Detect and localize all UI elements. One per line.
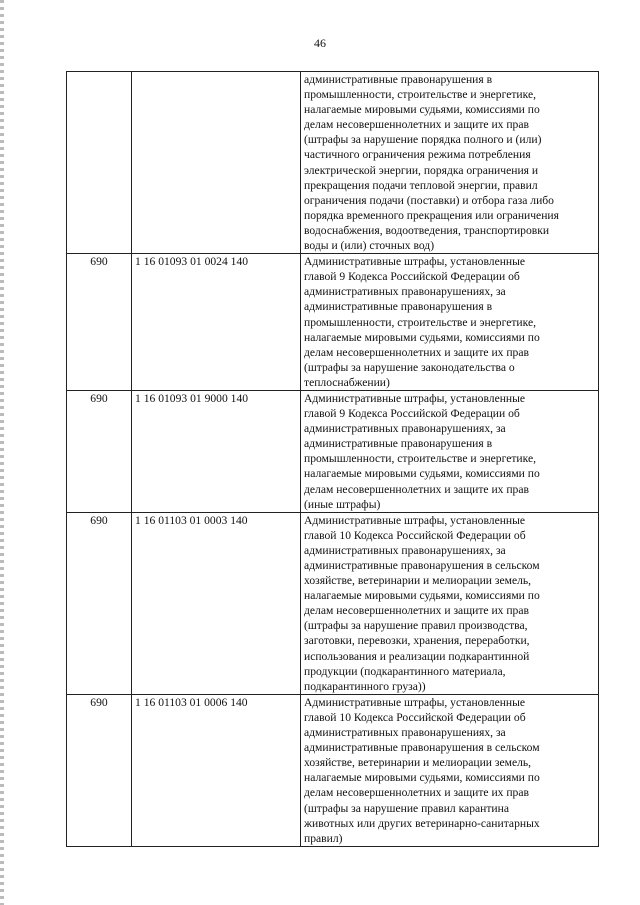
description-line: продукции (подкарантинного материала, bbox=[304, 664, 506, 678]
kbk-code-cell bbox=[132, 72, 301, 254]
description-line: главой 9 Кодекса Российской Федерации об bbox=[304, 270, 520, 284]
description-line: налагаемые мировыми судьями, комиссиями по bbox=[304, 589, 540, 603]
description-line: правил) bbox=[304, 831, 343, 845]
description-line: (штрафы за нарушение правил производства, bbox=[304, 619, 528, 633]
description-line: животных или других ветеринарно-санитарных bbox=[304, 816, 540, 830]
description-line: промышленности, строительстве и энергетике, bbox=[304, 315, 537, 329]
description-line: электрической энергии, порядка ограничения и bbox=[304, 163, 539, 177]
scan-edge bbox=[0, 0, 4, 905]
description-line: административные правонарушения в сельском bbox=[304, 559, 540, 572]
description-line: административных правонарушениях, за bbox=[304, 726, 506, 740]
description-line: налагаемые мировыми судьями, комиссиями по bbox=[304, 467, 540, 481]
description-line: промышленности, строительстве и энергетике, bbox=[304, 88, 537, 102]
description-line: водоснабжения, водоотведения, транспортировки bbox=[304, 223, 550, 237]
description-cell bbox=[301, 72, 599, 254]
description-line: промышленности, строительстве и энергетике, bbox=[304, 452, 537, 466]
description-line: (штрафы за нарушение порядка полного и (или) bbox=[304, 133, 542, 147]
description-line: делам несовершеннолетних и защите их прав bbox=[304, 786, 529, 800]
kbk-code-cell: 1 16 01103 01 0006 140 bbox=[132, 694, 301, 846]
admin-code-cell: 690 bbox=[67, 694, 132, 846]
description-line: административных правонарушениях, за bbox=[304, 285, 506, 299]
description-line: делам несовершеннолетних и защите их прав bbox=[304, 604, 529, 618]
description-line: административных правонарушениях, за bbox=[304, 422, 506, 436]
table-row bbox=[67, 390, 599, 512]
description-cell bbox=[301, 512, 599, 694]
description-line: административные правонарушения в сельском bbox=[304, 741, 540, 755]
page-number: 46 bbox=[314, 36, 326, 50]
table-row bbox=[67, 512, 599, 694]
description-cell bbox=[301, 254, 599, 391]
description-line: налагаемые мировыми судьями, комиссиями по bbox=[304, 330, 540, 344]
description-cell bbox=[301, 390, 599, 512]
description-line: главой 9 Кодекса Российской Федерации об bbox=[304, 407, 520, 421]
table-row bbox=[67, 254, 599, 391]
description-line: (штрафы за нарушение законодательства о bbox=[304, 360, 515, 374]
description-line: заготовки, перевозки, хранения, переработки, bbox=[304, 634, 530, 648]
description-line: административные правонарушения в bbox=[304, 73, 493, 86]
kbk-code-cell: 1 16 01093 01 0024 140 bbox=[132, 254, 301, 391]
description-line: подкарантинного груза)) bbox=[304, 679, 426, 693]
budget-classification-table bbox=[66, 71, 599, 847]
admin-code-cell: 690 bbox=[67, 512, 132, 694]
description-line: административных правонарушениях, за bbox=[304, 543, 506, 557]
description-cell bbox=[301, 694, 599, 846]
description-line: делам несовершеннолетних и защите их прав bbox=[304, 345, 529, 359]
description-line: главой 10 Кодекса Российской Федерации об bbox=[304, 710, 526, 724]
kbk-code-cell: 1 16 01093 01 9000 140 bbox=[132, 390, 301, 512]
description-line: Административные штрафы, установленные bbox=[304, 695, 526, 709]
admin-code-cell: 690 bbox=[67, 254, 132, 391]
description-line: делам несовершеннолетних и защите их прав bbox=[304, 118, 529, 132]
description-line: хозяйстве, ветеринарии и мелиорации земель, bbox=[304, 574, 532, 588]
admin-code-cell bbox=[67, 72, 132, 254]
table-row bbox=[67, 694, 599, 846]
description-line: административные правонарушения в bbox=[304, 437, 493, 451]
description-line: налагаемые мировыми судьями, комиссиями по bbox=[304, 103, 540, 117]
description-line: теплоснабжении) bbox=[304, 375, 390, 389]
table-row bbox=[67, 72, 599, 254]
description-line: (иные штрафы) bbox=[304, 497, 381, 511]
admin-code-cell: 690 bbox=[67, 390, 132, 512]
description-line: воды и (или) сточных вод) bbox=[304, 239, 435, 253]
description-line: (штрафы за нарушение правил карантина bbox=[304, 801, 509, 815]
description-line: делам несовершеннолетних и защите их прав bbox=[304, 482, 529, 496]
description-line: использования и реализации подкарантинной bbox=[304, 649, 530, 663]
description-line: порядка временного прекращения или ограничения bbox=[304, 208, 559, 222]
description-line: хозяйстве, ветеринарии и мелиорации земель, bbox=[304, 756, 532, 770]
description-line: прекращения подачи тепловой энергии, правил bbox=[304, 178, 538, 192]
description-line: ограничения подачи (поставки) и отбора газа либо bbox=[304, 193, 554, 207]
description-line: Административные штрафы, установленные bbox=[304, 513, 526, 527]
description-line: Административные штрафы, установленные bbox=[304, 255, 526, 269]
kbk-code-cell: 1 16 01103 01 0003 140 bbox=[132, 512, 301, 694]
description-line: главой 10 Кодекса Российской Федерации об bbox=[304, 528, 526, 542]
description-line: Административные штрафы, установленные bbox=[304, 391, 526, 405]
description-line: частичного ограничения режима потребления bbox=[304, 148, 531, 162]
description-line: административные правонарушения в bbox=[304, 300, 493, 314]
description-line: налагаемые мировыми судьями, комиссиями по bbox=[304, 771, 540, 785]
